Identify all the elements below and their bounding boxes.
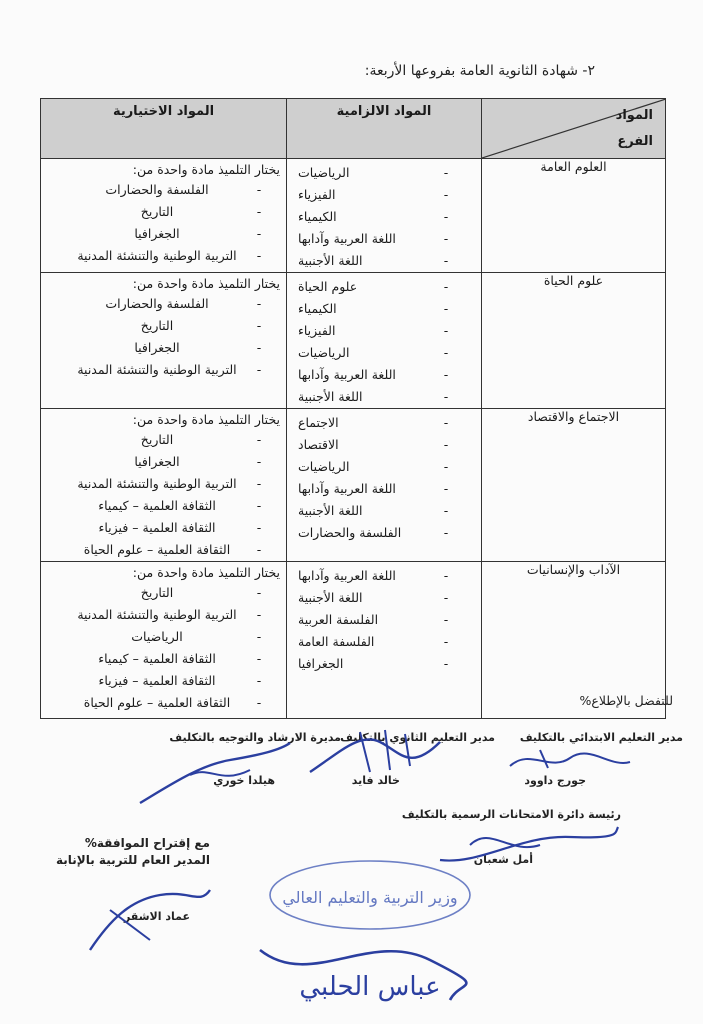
exams-head-name: أمل شعبان: [473, 853, 533, 866]
guidance-director-title: مديرة الارشاد والتوجيه بالتكليف: [169, 731, 341, 744]
director-general-name: عماد الاشقر: [123, 910, 190, 923]
list-item: - الفلسفة والحضارات: [298, 525, 449, 540]
optional-cell: [41, 562, 287, 719]
branch-cell: علوم الحياة: [482, 273, 666, 409]
guidance-director-name: هيلدا خوري: [213, 774, 275, 787]
optional-intro: يختار التلميذ مادة واحدة من:: [132, 412, 280, 427]
list-item: - الاجتماع: [298, 415, 449, 430]
branch-cell: الآداب والإنسانيات: [482, 562, 666, 719]
list-item: - اللغة الأجنبية: [298, 590, 449, 605]
list-item: - الكيمياء: [298, 301, 449, 316]
subjects-table: [40, 98, 666, 719]
secondary-director-name: خالد فايد: [351, 774, 400, 787]
list-item: - اللغة العربية وآدابها: [298, 481, 449, 496]
list-item: - الرياضيات: [298, 345, 449, 360]
list-item: - اللغة العربية وآدابها: [298, 367, 449, 382]
table-row: [41, 409, 666, 562]
exams-head-title: رئيسة دائرة الامتحانات الرسمية بالتكليف: [401, 808, 621, 821]
for-info-note: للتفضل بالإطلاع%: [579, 693, 673, 708]
minister-signature: [250, 920, 470, 1020]
mandatory-list: [287, 159, 481, 272]
section-heading: ٢- شهادة الثانوية العامة بفروعها الأربعة:: [364, 63, 595, 79]
guidance-director-signature: [130, 735, 300, 810]
proposal-line: مع إقتراح الموافقة%: [84, 836, 210, 850]
primary-director-name: جورج داوود: [524, 774, 586, 787]
optional-intro: يختار التلميذ مادة واحدة من:: [132, 276, 280, 291]
list-item: - التاريخ: [140, 432, 262, 447]
header-branch-label: الفرع: [617, 134, 653, 149]
stamp-text: وزير التربية والتعليم العالي: [282, 888, 458, 907]
list-item: - التربية الوطنية والتنشئة المدنية: [77, 362, 262, 377]
director-general-title: المدير العام للتربية بالإنابة: [56, 853, 210, 867]
list-item: - علوم الحياة: [298, 279, 449, 294]
list-item: - الرياضيات: [298, 165, 449, 180]
list-item: - الجغرافيا: [134, 226, 262, 241]
list-item: - الثقافة العلمية – علوم الحياة: [83, 695, 262, 710]
secondary-director-title: مدير التعليم الثانوي بالتكليف: [340, 731, 495, 744]
list-item: - التاريخ: [140, 318, 262, 333]
list-item: - الرياضيات: [131, 629, 262, 644]
list-item: - اللغة العربية وآدابها: [298, 568, 449, 583]
optional-list: [41, 429, 286, 561]
list-item: - الثقافة العلمية – فيزياء: [98, 520, 262, 535]
list-item: - التربية الوطنية والتنشئة المدنية: [77, 607, 262, 622]
header-mandatory-cell: [287, 99, 482, 159]
optional-cell: [41, 409, 287, 562]
mandatory-list: [287, 409, 481, 544]
mandatory-list: [287, 562, 481, 675]
secondary-director-signature: [300, 722, 460, 782]
list-item: - الثقافة العلمية – كيمياء: [98, 498, 262, 513]
list-item: - الفلسفة العامة: [298, 634, 449, 649]
list-item: - الجغرافيا: [134, 454, 262, 469]
primary-director-signature: [500, 738, 640, 778]
list-item: - الفيزياء: [298, 187, 449, 202]
primary-director-title: مدير التعليم الابتدائي بالتكليف: [519, 731, 683, 744]
list-item: - الاقتصاد: [298, 437, 449, 452]
list-item: - اللغة الأجنبية: [298, 253, 449, 268]
list-item: - الثقافة العلمية – علوم الحياة: [83, 542, 262, 557]
list-item: - التاريخ: [140, 204, 262, 219]
list-item: - الفلسفة العربية: [298, 612, 449, 627]
list-item: - اللغة الأجنبية: [298, 503, 449, 518]
list-item: - الكيمياء: [298, 209, 449, 224]
list-item: - الثقافة العلمية – كيمياء: [98, 651, 262, 666]
list-item: - التربية الوطنية والتنشئة المدنية: [77, 248, 262, 263]
optional-list: [41, 582, 286, 714]
table-row: [41, 273, 666, 409]
list-item: - الجغرافيا: [298, 656, 449, 671]
table-row: [41, 562, 666, 719]
list-item: - اللغة العربية وآدابها: [298, 231, 449, 246]
header-subjects-label: المواد: [615, 108, 653, 123]
header-mandatory-label: المواد الالزامية: [336, 104, 432, 119]
optional-cell: [41, 159, 287, 273]
list-item: - الرياضيات: [298, 459, 449, 474]
optional-intro: يختار التلميذ مادة واحدة من:: [132, 565, 280, 580]
optional-cell: [41, 273, 287, 409]
list-item: - التربية الوطنية والتنشئة المدنية: [77, 476, 262, 491]
table-row: [41, 159, 666, 273]
director-general-signature: [80, 880, 220, 960]
minister-signature-text: عباس الحلبي: [299, 972, 441, 1002]
list-item: - الفلسفة والحضارات: [105, 296, 262, 311]
optional-list: [41, 293, 286, 381]
mandatory-cell: [287, 159, 482, 273]
list-item: - الفلسفة والحضارات: [105, 182, 262, 197]
mandatory-cell: [287, 409, 482, 562]
table-header-row: [41, 99, 666, 159]
mandatory-cell: [287, 562, 482, 719]
list-item: - اللغة الأجنبية: [298, 389, 449, 404]
branch-cell: الاجتماع والاقتصاد: [482, 409, 666, 562]
mandatory-list: [287, 273, 481, 408]
header-branch-subjects-cell: [482, 99, 666, 159]
list-item: - الفيزياء: [298, 323, 449, 338]
optional-list: [41, 179, 286, 267]
header-optional-cell: [41, 99, 287, 159]
list-item: - التاريخ: [140, 585, 262, 600]
header-optional-label: المواد الاختيارية: [112, 104, 215, 119]
optional-intro: يختار التلميذ مادة واحدة من:: [132, 162, 280, 177]
list-item: - الثقافة العلمية – فيزياء: [98, 673, 262, 688]
branch-cell: العلوم العامة: [482, 159, 666, 273]
list-item: - الجغرافيا: [134, 340, 262, 355]
mandatory-cell: [287, 273, 482, 409]
